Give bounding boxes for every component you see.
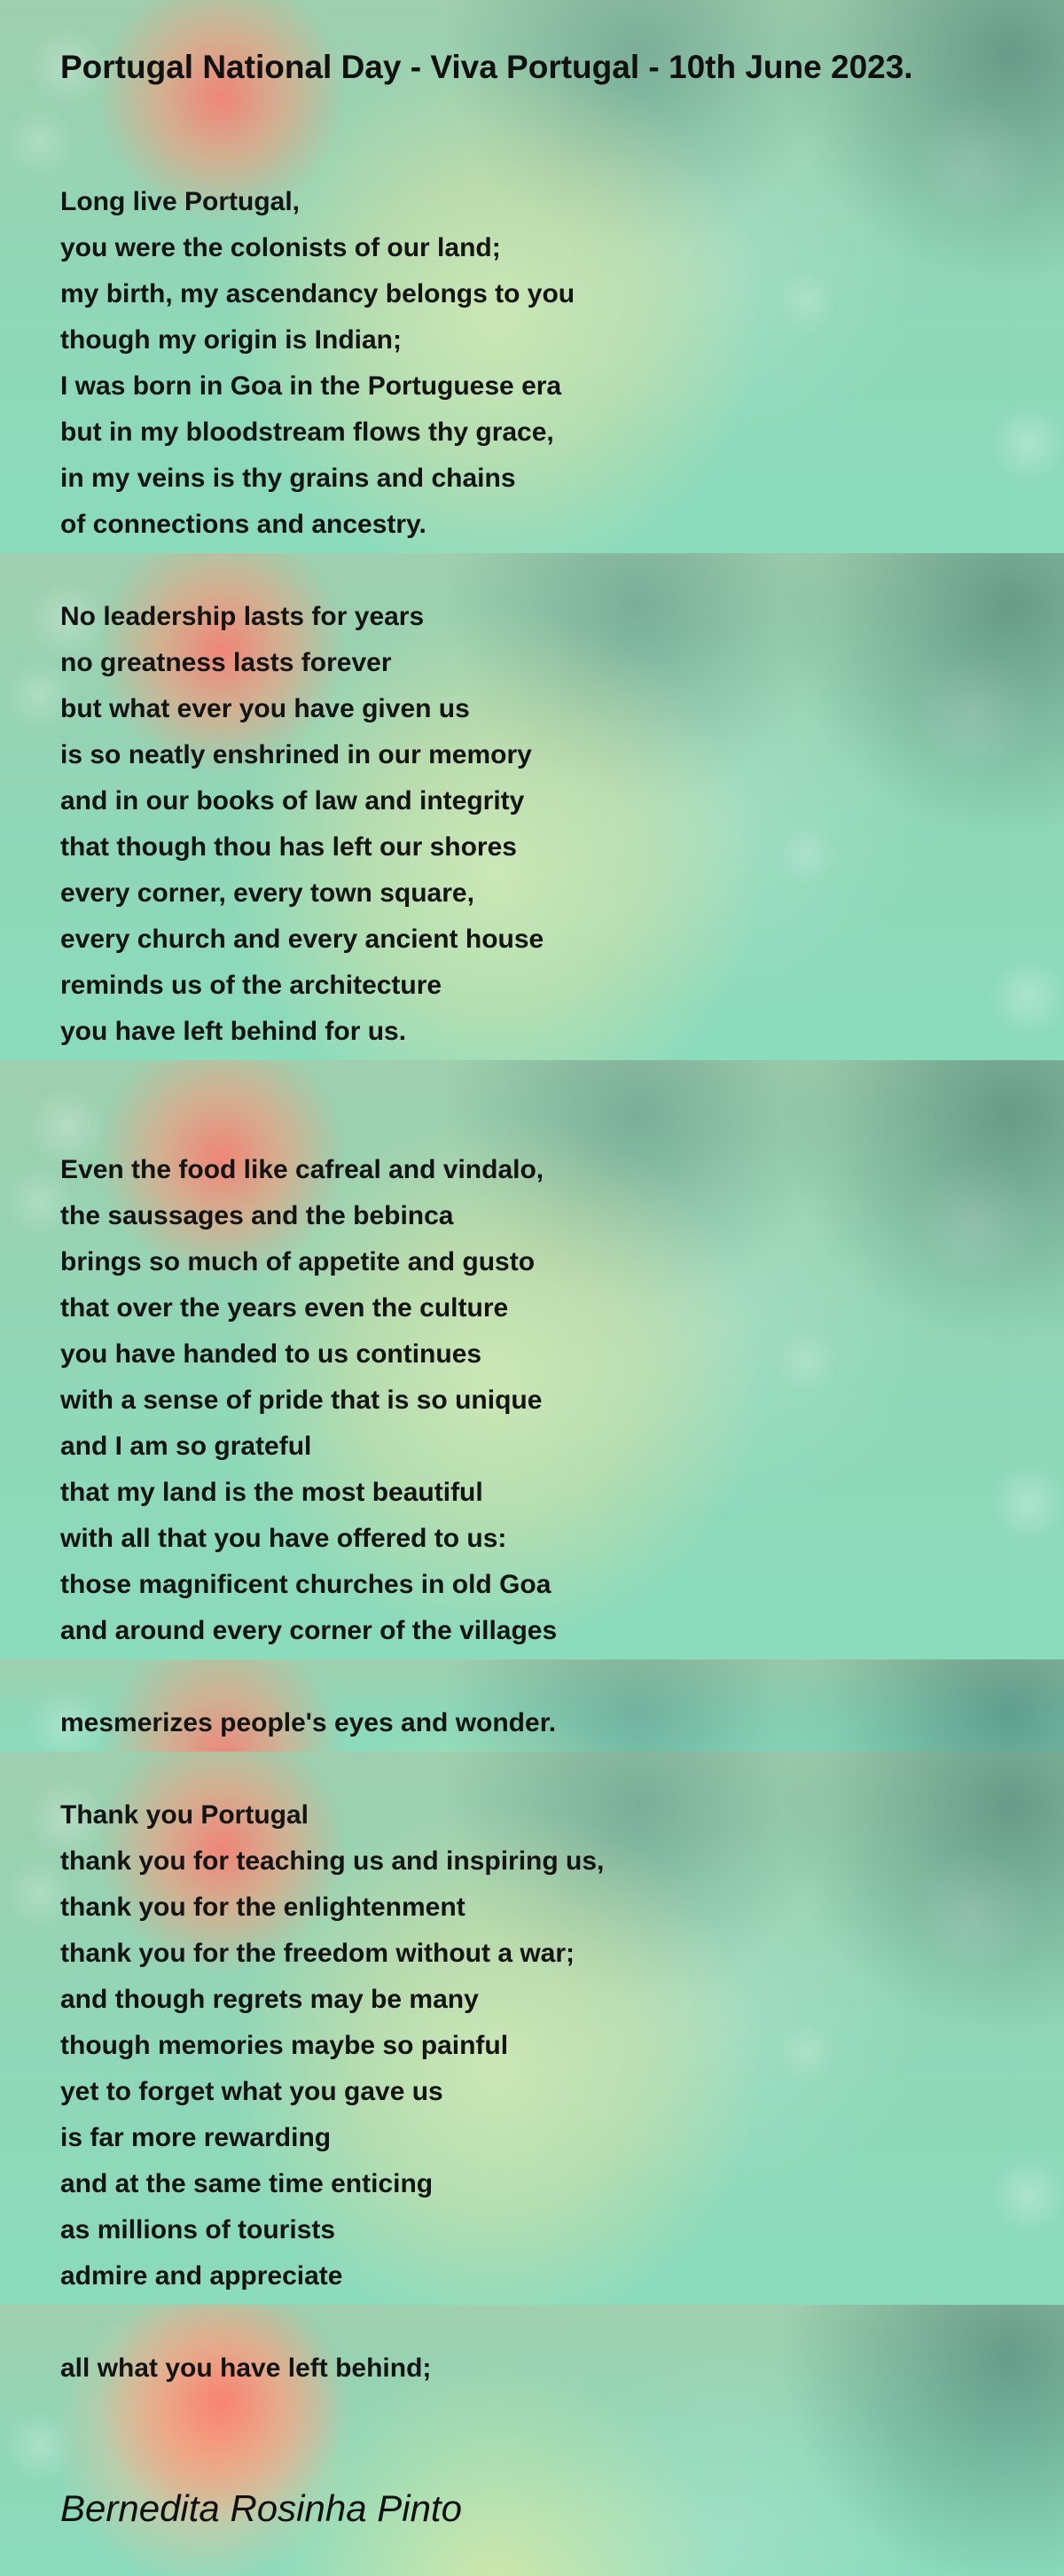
poem-line: yet to forget what you gave us xyxy=(60,2077,443,2106)
stanza-1 xyxy=(60,179,575,548)
poem-line: admire and appreciate xyxy=(60,2261,343,2291)
poem-line: is so neatly enshrined in our memory xyxy=(60,740,532,769)
poem-line: mesmerizes people's eyes and wonder. xyxy=(60,1708,557,1737)
poem-line: reminds us of the architecture xyxy=(60,971,442,1000)
poem-line: I was born in Goa in the Portuguese era xyxy=(60,371,562,401)
poem-line: and in our books of law and integrity xyxy=(60,786,525,816)
stanza-3 xyxy=(60,1147,557,1654)
poem-line: thank you for teaching us and inspiring us, xyxy=(60,1846,605,1876)
poem-line: and though regrets may be many xyxy=(60,1985,479,2014)
poem-line: but in my bloodstream flows thy grace, xyxy=(60,418,554,447)
poem-line: though my origin is Indian; xyxy=(60,325,402,355)
poem-line: though memories maybe so painful xyxy=(60,2031,509,2060)
poem-line: No leadership lasts for years xyxy=(60,602,425,631)
poem-line: that over the years even the culture xyxy=(60,1293,509,1323)
poem-line: in my veins is thy grains and chains xyxy=(60,464,516,493)
poem-line: of connections and ancestry. xyxy=(60,510,426,539)
stanza-4 xyxy=(60,1700,556,1746)
poem-line: and I am so grateful xyxy=(60,1432,312,1461)
poem-line: and at the same time enticing xyxy=(60,2169,434,2198)
poem-line: my birth, my ascendancy belongs to you xyxy=(60,279,575,308)
poem-line: that though thou has left our shores xyxy=(60,832,517,862)
poem-line: that my land is the most beautiful xyxy=(60,1478,483,1507)
poem-line: thank you for the freedom without a war; xyxy=(60,1939,575,1968)
poem-line: and around every corner of the villages xyxy=(60,1616,558,1645)
poem-line: as millions of tourists xyxy=(60,2215,336,2244)
stanza-5 xyxy=(60,1792,604,2299)
poem-line: those magnificent churches in old Goa xyxy=(60,1570,552,1599)
poem-title: Portugal National Day - Viva Portugal - 10th June 2023. xyxy=(60,49,913,85)
poem-line: Thank you Portugal xyxy=(60,1800,309,1830)
poem-line: every church and every ancient house xyxy=(60,925,544,954)
poem-line: you have left behind for us. xyxy=(60,1017,407,1046)
poem-line: Even the food like cafreal and vindalo, xyxy=(60,1155,544,1184)
poem-line: is far more rewarding xyxy=(60,2123,332,2152)
poem-line: all what you have left behind; xyxy=(60,2354,432,2383)
poem-line: brings so much of appetite and gusto xyxy=(60,1247,536,1276)
poem-line: the saussages and the bebinca xyxy=(60,1201,454,1230)
poem-line: you were the colonists of our land; xyxy=(60,233,501,262)
poem-line: no greatness lasts forever xyxy=(60,648,392,677)
poem-line: you have handed to us continues xyxy=(60,1339,482,1369)
stanza-2 xyxy=(60,594,544,1055)
poem-line: thank you for the enlightenment xyxy=(60,1893,466,1922)
poem-line: with a sense of pride that is so unique xyxy=(60,1386,543,1415)
poem-line: with all that you have offered to us: xyxy=(60,1524,507,1553)
poem-line: Long live Portugal, xyxy=(60,187,301,216)
poem-line: every corner, every town square, xyxy=(60,878,474,908)
poem-line: but what ever you have given us xyxy=(60,694,470,723)
stanza-6 xyxy=(60,2346,431,2392)
author-signature: Bernedita Rosinha Pinto xyxy=(60,2487,462,2529)
